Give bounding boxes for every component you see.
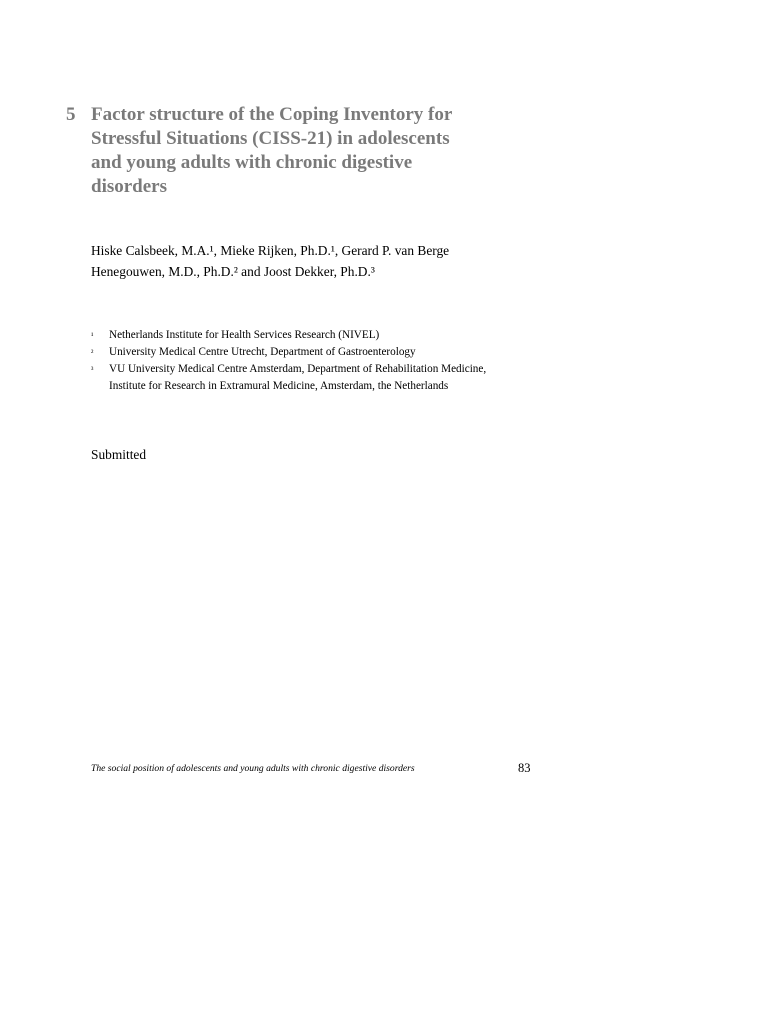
chapter-title-line: and young adults with chronic digestive <box>91 152 413 173</box>
footer-running-title: The social position of adolescents and young adults with chronic digestive disorders <box>91 763 415 774</box>
affiliation-marker: ² <box>91 348 94 357</box>
affiliation-line: Netherlands Institute for Health Services Research (NIVEL) <box>109 329 380 341</box>
chapter-title-line: Stressful Situations (CISS-21) in adolescents <box>91 128 450 149</box>
author-line: Henegouwen, M.D., Ph.D.² and Joost Dekker, Ph.D.³ <box>91 264 375 279</box>
chapter-number: 5 <box>66 104 76 125</box>
chapter-title-line: disorders <box>91 176 167 197</box>
affiliation-item <box>91 344 551 361</box>
affiliation-marker: ¹ <box>91 331 94 340</box>
submission-status: Submitted <box>91 447 147 462</box>
affiliation-text <box>109 361 486 395</box>
affiliation-line: University Medical Centre Utrecht, Department of Gastroenterology <box>109 346 416 358</box>
affiliation-list <box>91 327 551 395</box>
affiliation-text <box>109 344 416 361</box>
affiliation-item <box>91 361 551 395</box>
affiliation-item <box>91 327 551 344</box>
affiliation-text <box>109 327 379 344</box>
affiliation-marker: ³ <box>91 365 94 374</box>
chapter-title-line: Factor structure of the Coping Inventory for <box>91 104 453 125</box>
page-number: 83 <box>518 761 531 775</box>
author-line: Hiske Calsbeek, M.A.¹, Mieke Rijken, Ph.D.¹, Gerard P. van Berge <box>91 243 450 258</box>
affiliation-line: Institute for Research in Extramural Medicine, Amsterdam, the Netherlands <box>109 380 449 392</box>
affiliation-line: VU University Medical Centre Amsterdam, Department of Rehabilitation Medicine, <box>109 363 487 375</box>
author-list <box>91 240 531 282</box>
chapter-title <box>91 103 521 199</box>
